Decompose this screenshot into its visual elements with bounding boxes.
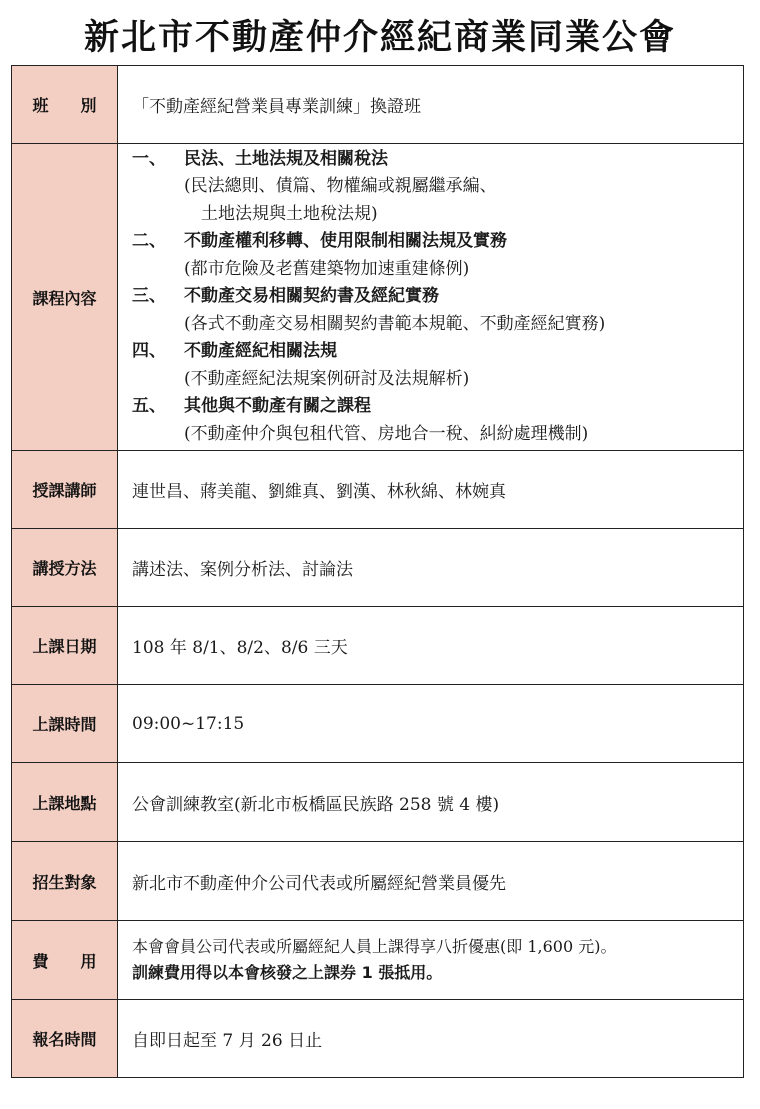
course-detail: (民法總則、債篇、物權編或親屬繼承編、 — [184, 176, 497, 197]
registration-row — [12, 1000, 744, 1078]
fee-label: 費 用 — [12, 921, 118, 1000]
course-number: 二、 — [132, 231, 166, 252]
course-item — [132, 283, 743, 338]
course-title: 不動產經紀相關法規 — [184, 341, 337, 362]
course-item — [132, 338, 743, 393]
fee-line1: 本會會員公司代表或所屬經紀人員上課得享八折優惠(即 1,600 元)。 — [132, 937, 617, 956]
target-value: 新北市不動產仲介公司代表或所屬經紀營業員優先 — [118, 842, 744, 921]
location-label: 上課地點 — [12, 763, 118, 842]
course-detail: 土地法規與土地稅法規) — [184, 203, 378, 224]
courses-label: 課程內容 — [12, 144, 118, 451]
course-number: 一、 — [132, 148, 166, 169]
time-row — [12, 685, 744, 763]
fee-line2: 訓練費用得以本會核發之上課券 1 張抵用。 — [132, 963, 443, 982]
course-title: 民法、土地法規及相關稅法 — [184, 148, 388, 169]
date-row — [12, 607, 744, 685]
page-title: 新北市不動產仲介經紀商業同業公會 — [83, 18, 676, 58]
location-value: 公會訓練教室(新北市板橋區民族路 258 號 4 樓) — [118, 763, 744, 842]
courses-list — [118, 144, 744, 451]
course-detail: (不動產仲介與包租代管、房地合一稅、糾紛處理機制) — [184, 423, 589, 444]
instructors-row — [12, 451, 744, 529]
course-number: 三、 — [132, 286, 166, 307]
class-value: 「不動產經紀營業員專業訓練」換證班 — [118, 66, 744, 144]
course-title: 其他與不動產有關之課程 — [184, 396, 371, 417]
fee-row — [12, 921, 744, 1000]
method-label: 講授方法 — [12, 529, 118, 607]
method-row — [12, 529, 744, 607]
course-detail: (不動產經紀法規案例研討及法規解析) — [184, 368, 470, 389]
class-label: 班 別 — [12, 66, 118, 144]
course-item — [132, 393, 743, 448]
course-item — [132, 146, 743, 229]
target-label: 招生對象 — [12, 842, 118, 921]
instructors-value: 連世昌、蔣美龍、劉維真、劉漢、林秋綿、林婉真 — [118, 451, 744, 529]
courses-row — [12, 144, 744, 451]
date-label: 上課日期 — [12, 607, 118, 685]
course-detail: (都市危險及老舊建築物加速重建條例) — [184, 258, 470, 279]
registration-label: 報名時間 — [12, 1000, 118, 1078]
method-value: 講述法、案例分析法、討論法 — [118, 529, 744, 607]
time-label: 上課時間 — [12, 685, 118, 763]
location-row — [12, 763, 744, 842]
course-detail: (各式不動產交易相關契約書範本規範、不動產經紀實務) — [184, 313, 606, 334]
date-value: 108 年 8/1、8/2、8/6 三天 — [118, 607, 744, 685]
course-item — [132, 228, 743, 283]
course-title: 不動產權利移轉、使用限制相關法規及實務 — [184, 231, 507, 252]
instructors-label: 授課講師 — [12, 451, 118, 529]
course-number: 四、 — [132, 341, 166, 362]
course-number: 五、 — [132, 396, 166, 417]
class-row — [12, 66, 744, 144]
registration-value: 自即日起至 7 月 26 日止 — [118, 1000, 744, 1078]
target-row — [12, 842, 744, 921]
fee-value — [118, 921, 744, 1000]
time-value: 09:00~17:15 — [118, 685, 744, 763]
course-info-table — [11, 65, 744, 1078]
course-title: 不動產交易相關契約書及經紀實務 — [184, 286, 439, 307]
